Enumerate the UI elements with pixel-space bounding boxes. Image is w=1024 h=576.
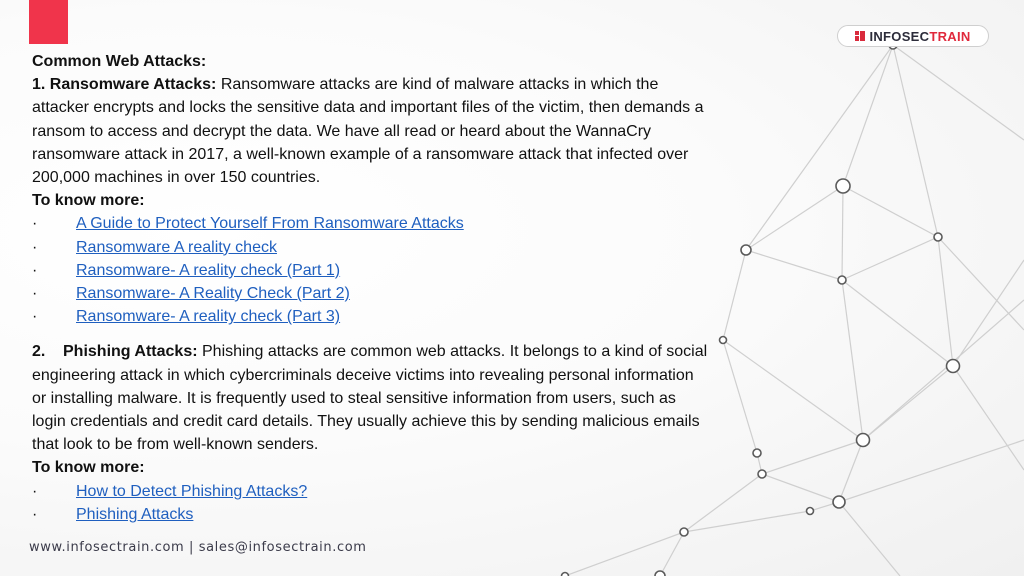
section2-body: Phishing attacks are common web attacks. It belongs to a kind of social engineering attack in which cybercriminals deceive victims into revealing personal information or installing malware. It is frequently used to steal sensitive information from users, such as login credentials and credit card details. They usually achieve this by sending malicious emails that look to be from well-known senders. xyxy=(32,343,708,454)
link-phishing-attacks[interactable]: Phishing Attacks xyxy=(76,505,194,523)
red-accent-block xyxy=(29,0,68,44)
link-detect-phishing[interactable]: How to Detect Phishing Attacks? xyxy=(76,482,308,500)
section1-know-more: To know more: xyxy=(32,192,145,210)
section1-paragraph xyxy=(32,73,712,189)
section1-title: 1. Ransomware Attacks: xyxy=(32,76,217,94)
list-item: · Ransomware- A reality check (Part 3) xyxy=(32,305,712,328)
section2-title: Phishing Attacks: xyxy=(63,343,198,361)
link-ransomware-part-2[interactable]: Ransomware- A Reality Check (Part 2) xyxy=(76,285,350,303)
infosectrain-logo xyxy=(837,25,989,47)
list-item: · Ransomware- A Reality Check (Part 2) xyxy=(32,282,712,305)
heading: Common Web Attacks: xyxy=(32,53,207,70)
list-item: · Ransomware A reality check xyxy=(32,236,712,259)
footer-contact: www.infosectrain.com | sales@infosectrain.com xyxy=(29,540,367,555)
link-ransomware-part-1[interactable]: Ransomware- A reality check (Part 1) xyxy=(76,261,341,279)
section1-body: Ransomware attacks are kind of malware attacks in which the attacker encrypts and locks the sensitive data and important files of the victim, then demands a ransom to access and decrypt the data. We have all read or heard about the WannaCry ransomware attack in 2017, a well-known example of a ransomware attack that infected over 200,000 machines in over 150 countries. xyxy=(32,76,704,187)
link-ransomware-reality-check[interactable]: Ransomware A reality check xyxy=(76,238,277,256)
logo-mark-icon xyxy=(855,31,865,41)
list-item: · How to Detect Phishing Attacks? xyxy=(32,480,712,503)
list-item: · A Guide to Protect Yourself From Ransomware Attacks xyxy=(32,212,712,235)
list-item: · Phishing Attacks xyxy=(32,503,712,526)
list-item: · Ransomware- A reality check (Part 1) xyxy=(32,259,712,282)
section2-paragraph xyxy=(32,340,712,456)
slide-content xyxy=(32,50,712,526)
link-ransomware-guide[interactable]: A Guide to Protect Yourself From Ransomware Attacks xyxy=(76,215,464,233)
section2-know-more: To know more: xyxy=(32,459,145,477)
logo-text: INFOSECTRAIN xyxy=(869,28,971,44)
section2-number: 2. xyxy=(32,343,46,361)
link-ransomware-part-3[interactable]: Ransomware- A reality check (Part 3) xyxy=(76,308,341,326)
